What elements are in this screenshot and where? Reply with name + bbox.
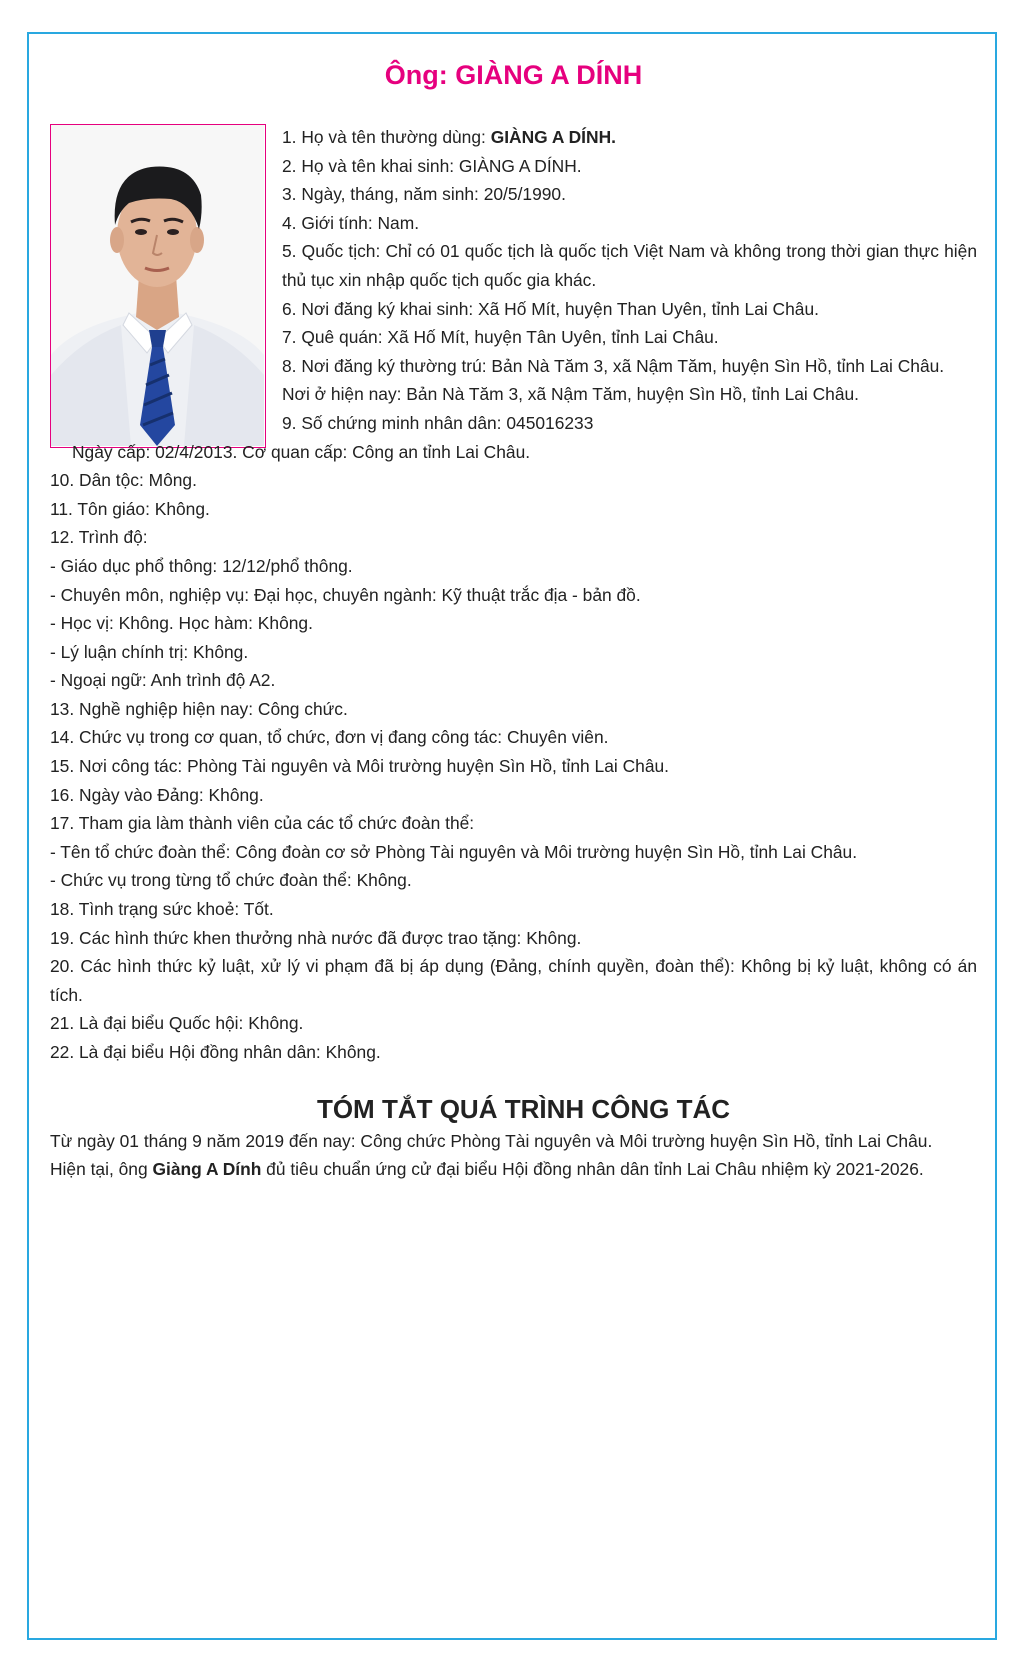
bio-line-11: 11. Tôn giáo: Không. [50,498,210,519]
bio-line-6: 6. Nơi đăng ký khai sinh: Xã Hố Mít, huyện Than Uyên, tỉnh Lai Châu. [282,298,819,319]
bio-line-12: 12. Trình độ: [50,527,148,548]
summary-heading: TÓM TẮT QUÁ TRÌNH CÔNG TÁC [316,1093,731,1124]
bio-line-12d: - Lý luận chính trị: Không. [50,641,249,662]
bio-line-12b: - Chuyên môn, nghiệp vụ: Đại học, chuyên ngành: Kỹ thuật trắc địa - bản đồ. [50,584,641,605]
bio-line-20: 20. Các hình thức kỷ luật, xử lý vi phạm đã bị áp dụng (Đảng, chính quyền, đoàn thể): Không bị kỷ luật, không có án tích. [50,956,977,1005]
summary-p2-suffix: đủ tiêu chuẩn ứng cử đại biểu Hội đồng nhân dân tỉnh Lai Châu nhiệm kỳ 2021-2026. [261,1159,924,1180]
bio-line-1-label: 1. Họ và tên thường dùng: [282,127,491,147]
bio-line-14: 14. Chức vụ trong cơ quan, tổ chức, đơn vị đang công tác: Chuyên viên. [50,727,609,748]
summary-p2-prefix: Hiện tại, ông [50,1159,153,1180]
bio-line-9: 9. Số chứng minh nhân dân: 045016233 [282,412,594,433]
bio-line-12a: - Giáo dục phổ thông: 12/12/phổ thông. [50,555,353,576]
bio-line-19: 19. Các hình thức khen thưởng nhà nước đã được trao tặng: Không. [50,927,582,948]
bio-line-15: 15. Nơi công tác: Phòng Tài nguyên và Môi trường huyện Sìn Hồ, tỉnh Lai Châu. [50,756,670,777]
bio-line-12e: - Ngoại ngữ: Anh trình độ A2. [50,670,276,691]
bio-line-9b: Ngày cấp: 02/4/2013. Cơ quan cấp: Công an tỉnh Lai Châu. [72,441,531,462]
summary-p2-name: Giàng A Dính [152,1159,262,1180]
bio-line-16: 16. Ngày vào Đảng: Không. [50,784,264,805]
bio-line-8: 8. Nơi đăng ký thường trú: Bản Nà Tăm 3, xã Nậm Tăm, huyện Sìn Hồ, tỉnh Lai Châu. [282,355,945,376]
bio-line-13: 13. Nghề nghiệp hiện nay: Công chức. [50,698,348,719]
bio-line-18: 18. Tình trạng sức khoẻ: Tốt. [50,899,274,920]
bio-line-12c: - Học vị: Không. Học hàm: Không. [50,613,313,634]
bio-line-2: 2. Họ và tên khai sinh: GIÀNG A DÍNH. [282,155,582,176]
bio-line-17: 17. Tham gia làm thành viên của các tổ chức đoàn thể: [50,813,475,834]
bio-content [50,123,977,1184]
bio-line-3: 3. Ngày, tháng, năm sinh: 20/5/1990. [282,184,566,205]
bio-line-5: 5. Quốc tịch: Chỉ có 01 quốc tịch là quốc tịch Việt Nam và không trong thời gian thực hiện thủ tục xin nhập quốc tịch quốc gia khác. [282,241,977,290]
summary-paragraph-1: Từ ngày 01 tháng 9 năm 2019 đến nay: Công chức Phòng Tài nguyên và Môi trường huyện Sìn Hồ, tỉnh Lai Châu. [50,1130,933,1151]
bio-line-1-name: GIÀNG A DÍNH. [490,127,616,147]
bio-line-7: 7. Quê quán: Xã Hố Mít, huyện Tân Uyên, tỉnh Lai Châu. [282,327,719,348]
bio-line-17b: - Chức vụ trong từng tổ chức đoàn thể: Không. [50,870,412,891]
bio-line-21: 21. Là đại biểu Quốc hội: Không. [50,1013,304,1034]
summary-paragraph-2 [50,1155,977,1184]
bio-line-22: 22. Là đại biểu Hội đồng nhân dân: Không. [50,1042,381,1062]
bio-line-17a: - Tên tổ chức đoàn thể: Công đoàn cơ sở Phòng Tài nguyên và Môi trường huyện Sìn Hồ, tỉnh Lai Châu. [50,841,858,862]
page-title: Ông: GIÀNG A DÍNH [384,60,643,90]
bio-line-8b: Nơi ở hiện nay: Bản Nà Tăm 3, xã Nậm Tăm, huyện Sìn Hồ, tỉnh Lai Châu. [282,384,860,405]
bio-line-4: 4. Giới tính: Nam. [282,212,420,233]
bio-line-1 [50,123,977,152]
bio-line-10: 10. Dân tộc: Mông. [50,470,197,491]
